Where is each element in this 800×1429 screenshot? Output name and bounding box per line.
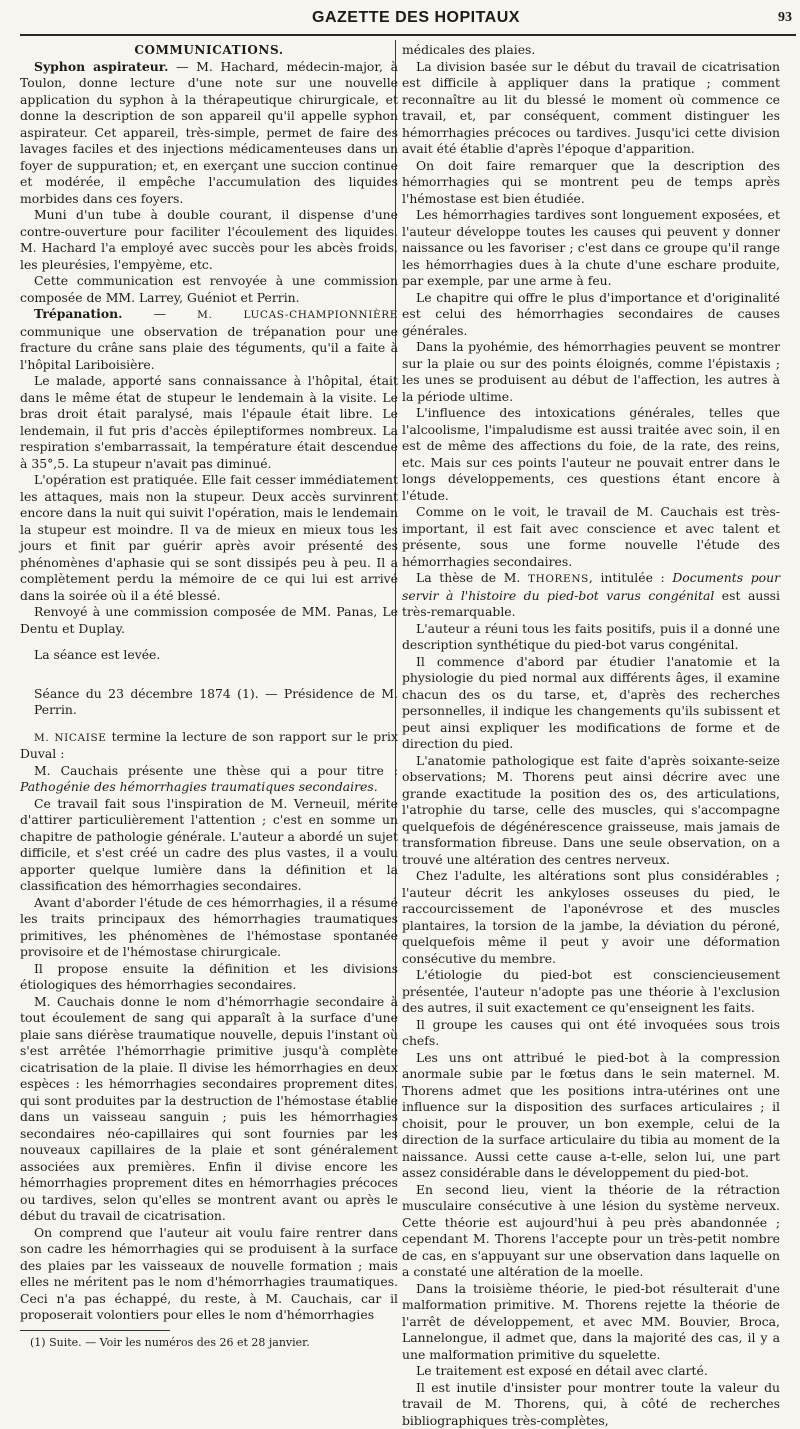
paragraph: Avant d'aborder l'étude de ces hémorrhagies, il a résumé les traits principaux des hémorrhagies traumatiques primitives, les phénomènes de l'hémostase spontanée provisoire et de l'hémostase chirurgicale. bbox=[20, 895, 398, 961]
paragraph-text: — M. Hachard, médecin-major, à Toulon, donne lecture d'une note sur une nouvelle application du syphon à la thérapeutique chirurgicale, et donne la description de son appareil qu'il appelle syphon aspirateur. Cet appareil, très-simple, permet de faire des lavages faciles et des injections médicamenteuses dans un foyer de suppuration; et, en exerçant une succion continue et modérée, il empêche l'accumulation des liquides morbides dans ces foyers. bbox=[20, 59, 398, 206]
paragraph: Il est inutile d'insister pour montrer toute la valeur du travail de M. Thorens, qui, à côté de recherches bibliographiques très-complètes, bbox=[402, 1380, 780, 1429]
paragraph: Il propose ensuite la définition et les divisions étiologiques des hémorrhagies secondaires. bbox=[20, 961, 398, 994]
thesis-title: Pathogénie des hémorrhagies traumatiques secondaires. bbox=[20, 779, 378, 794]
paragraph: L'auteur a réuni tous les faits positifs, puis il a donné une description synthétique du pied-bot varus congénital. bbox=[402, 621, 780, 654]
paragraph: Les uns ont attribué le pied-bot à la compression anormale subie par le fœtus dans le sein maternel. M. Thorens admet que les positions intra-utérines ont une influence sur la disposition des surfaces articulaires ; il choisit, pour le prouver, un bon exemple, celui de la direction de la surface articulaire du tibia au moment de la naissance. Aussi cette cause a-t-elle, selon lui, une part assez considérable dans le développement du pied-bot. bbox=[402, 1050, 780, 1182]
paragraph-text: , intitulée : bbox=[589, 570, 672, 585]
paragraph: Cette communication est renvoyée à une commission composée de MM. Larrey, Guéniot et Perrin. bbox=[20, 273, 398, 306]
paragraph-text: M. Cauchais présente une thèse qui a pour titre : bbox=[34, 763, 398, 778]
paragraph: Renvoyé à une commission composée de MM. Panas, Le Dentu et Duplay. bbox=[20, 604, 398, 637]
paragraph: Il commence d'abord par étudier l'anatomie et la physiologie du pied normal aux différents âges, il examine chacun des os du tarse, et, d'après des recherches personnelles, il indique les changements qu'ils subissent et peut ainsi expliquer les modifications de forme et de direction du pied. bbox=[402, 654, 780, 753]
paragraph: On comprend que l'auteur ait voulu faire rentrer dans son cadre les hémorrhagies qui se produisent à la surface des plaies par les vaisseaux de nouvelle formation ; mais elles ne méritent pas le nom d'hémorrhagies traumatiques. Ceci n'a pas échappé, du reste, à M. Cauchais, car il proposerait volontiers pour elles le nom d'hémorrhagies bbox=[20, 1225, 398, 1324]
paragraph: On doit faire remarquer que la description des hémorrhagies qui se montrent peu de temps après l'hémostase est bien étudiée. bbox=[402, 158, 780, 208]
paragraph: Le malade, apporté sans connaissance à l'hôpital, était dans le même état de stupeur le lendemain à la visite. Le bras droit était paralysé, mais l'épaule était libre. Le lendemain, il fut pris d'accès épileptiformes nombreux. La respiration s'embarrassait, la température était descendue à 35°,5. La stupeur n'avait pas diminué. bbox=[20, 373, 398, 472]
paragraph: L'opération est pratiquée. Elle fait cesser immédiatement les attaques, mais non la stupeur. Deux accès survinrent encore dans la nuit qui suivit l'opération, mais le lendemain la stupeur est moindre. Il va de mieux en mieux tous les jours et finit par guérir après avoir présenté des phénomènes d'aphasie qui se sont dissipés peu à peu. Il a complètement perdu la mémoire de ce qui lui est arrivé dans la soirée où il a été blessé. bbox=[20, 472, 398, 604]
paragraph: Dans la pyohémie, des hémorrhagies peuvent se montrer sur la plaie ou sur des points éloignés, comme l'épistaxis ; les unes se produisent au début de l'affection, les autres à la période ultime. bbox=[402, 339, 780, 405]
paragraph-heading: Trépanation. bbox=[34, 306, 122, 321]
paragraph: L'influence des intoxications générales, telles que l'alcoolisme, l'impaludisme est aussi traitée avec soin, il en est de même des affections du foie, de la rate, des reins, etc. Mais sur ces points l'auteur ne pouvait entrer dans le longs développements, ces questions étant encore à l'étude. bbox=[402, 405, 780, 504]
paragraph bbox=[20, 763, 398, 796]
paragraph: L'anatomie pathologique est faite d'après soixante-seize observations; M. Thorens peut ainsi décrire avec une grande exactitude la position des os, des articulations, l'atrophie du tarse, celle des muscles, qui s'accompagne quelquefois de dégénérescence graisseuse, mais jamais de transformation fibreuse. Dans une seule observation, on a trouvé une altération des centres nerveux. bbox=[402, 753, 780, 869]
paragraph bbox=[20, 59, 398, 208]
paragraph: Trépanation. — M. LUCAS-CHAMPIONNIÈRE communique une observation de trépanation pour une fracture du crâne sans plaie des téguments, qu'il a faite à l'hôpital Lariboisière. bbox=[20, 306, 398, 373]
paragraph: En second lieu, vient la théorie de la rétraction musculaire consécutive à une lésion du système nerveux. Cette théorie est aujourd'hui à peu près abandonnée ; cependant M. Thorens l'accepte pour un très-petit nombre de cas, en s'appuyant sur une observation dans laquelle on a constaté une altération de la moelle. bbox=[402, 1182, 780, 1281]
journal-title: GAZETTE DES HOPITAUX bbox=[312, 9, 520, 27]
section-title: COMMUNICATIONS. bbox=[20, 42, 398, 59]
closing-line: La séance est levée. bbox=[20, 647, 398, 664]
paragraph: Chez l'adulte, les altérations sont plus considérables ; l'auteur décrit les ankyloses osseuses du pied, le raccourcissement de l'aponévrose et des muscles plantaires, la torsion de la jambe, la déviation du péroné, quelquefois même il peut y avoir une déformation consécutive du membre. bbox=[402, 868, 780, 967]
paragraph: Dans la troisième théorie, le pied-bot résulterait d'une malformation primitive. M. Thorens rejette la théorie de l'arrêt de développement, et avec MM. Bouvier, Broca, Lannelongue, il admet que, dans la majorité des cas, il y a une malformation primitive du squelette. bbox=[402, 1281, 780, 1364]
paragraph: Le traitement est exposé en détail avec clarté. bbox=[402, 1363, 780, 1380]
paragraph-text: est aussi très-remarquable. bbox=[402, 588, 780, 620]
paragraph bbox=[20, 729, 398, 763]
footnote: (1) Suite. — Voir les numéros des 26 et 28 janvier. bbox=[20, 1335, 398, 1352]
author-name: THORENS bbox=[528, 573, 589, 585]
footnote-rule bbox=[20, 1330, 170, 1331]
paragraph: M. Cauchais donne le nom d'hémorrhagie secondaire à tout écoulement de sang qui apparaît à la surface d'une plaie sans diérèse traumatique nouvelle, depuis l'instant où s'est arrêtée l'hémorrhagie primitive jusqu'à complète cicatrisation de la plaie. Il divise les hémorrhagies en deux espèces : les hémorrhagies secondaires proprement dites, qui sont produites par la destruction de l'hémostase établie dans un vaisseau sanguin ; puis les hémorrhagies secondaires néo-capillaires qui sont fournies par les nouveaux capillaires de la plaie et sont généralement associées aux premières. Enfin il divise encore les hémorrhagies proprement dites en hémorrhagies précoces ou tardives, selon qu'elles se montrent avant ou après le début du travail de cicatrisation. bbox=[20, 994, 398, 1225]
paragraph: La division basée sur le début du travail de cicatrisation est difficile à appliquer dans la pratique ; comment reconnaître au lit du blessé le moment où commence ce travail, et, par conséquent, comment distinguer les hémorrhagies précoces ou tardives. Jusqu'ici cette division avait été établie d'après l'époque d'apparition. bbox=[402, 59, 780, 158]
author-name: M. LUCAS-CHAMPIONNIÈRE bbox=[197, 309, 398, 321]
paragraph: Comme on le voit, le travail de M. Cauchais est très-important, il est fait avec conscience et avec talent et présente, sous une forme nouvelle l'étude des hémorrhagies secondaires. bbox=[402, 504, 780, 570]
paragraph: Ce travail fait sous l'inspiration de M. Verneuil, mérite d'attirer particulièrement l'attention ; c'est en somme un chapitre de pathologie générale. L'auteur a abordé un sujet difficile, et s'est créé un cadre des plus vastes, il a voulu apporter quelque lumière dans la définition et la classification des hémorrhagies secondaires. bbox=[20, 796, 398, 895]
paragraph-text: communique une observation de trépanation pour une fracture du crâne sans plaie des téguments, qu'il a faite à l'hôpital Lariboisière. bbox=[20, 324, 398, 372]
right-column bbox=[402, 42, 780, 1142]
thesis-title: Documents pour servir à l'histoire du pied-bot varus congénital bbox=[402, 570, 780, 603]
paragraph-text: La thèse de M. bbox=[416, 570, 528, 585]
paragraph: Il groupe les causes qui ont été invoquées sous trois chefs. bbox=[402, 1017, 780, 1050]
paragraph-text: termine la lecture de son rapport sur le prix Duval : bbox=[20, 729, 398, 762]
paragraph: Muni d'un tube à double courant, il dispense d'une contre-ouverture pour faciliter l'écoulement des liquides. M. Hachard l'a employé avec succès pour les abcès froids, les pleurésies, l'empyème, etc. bbox=[20, 207, 398, 273]
session-heading: Séance du 23 décembre 1874 (1). — Présidence de M. Perrin. bbox=[34, 686, 398, 719]
paragraph: Les hémorrhagies tardives sont longuement exposées, et l'auteur développe toutes les causes qui peuvent y donner naissance ou les favoriser ; c'est dans ce groupe qu'il range les hémorrhagies dues à la chute d'une eschare produite, par exemple, par une arme à feu. bbox=[402, 207, 780, 290]
paragraph bbox=[402, 570, 780, 621]
page-header bbox=[20, 8, 796, 36]
paragraph-heading: Syphon aspirateur. bbox=[34, 59, 168, 74]
left-column bbox=[20, 42, 398, 1142]
paragraph: Le chapitre qui offre le plus d'importance et d'originalité est celui des hémorrhagies secondaires de causes générales. bbox=[402, 290, 780, 340]
paragraph: L'étiologie du pied-bot est consciencieusement présentée, l'auteur n'adopte pas une théorie à l'exclusion des autres, il suit exactement ce qu'enseignent les faits. bbox=[402, 967, 780, 1017]
author-name: M. NICAISE bbox=[34, 732, 107, 744]
paragraph: médicales des plaies. bbox=[402, 42, 780, 59]
page-number: 93 bbox=[778, 10, 792, 26]
